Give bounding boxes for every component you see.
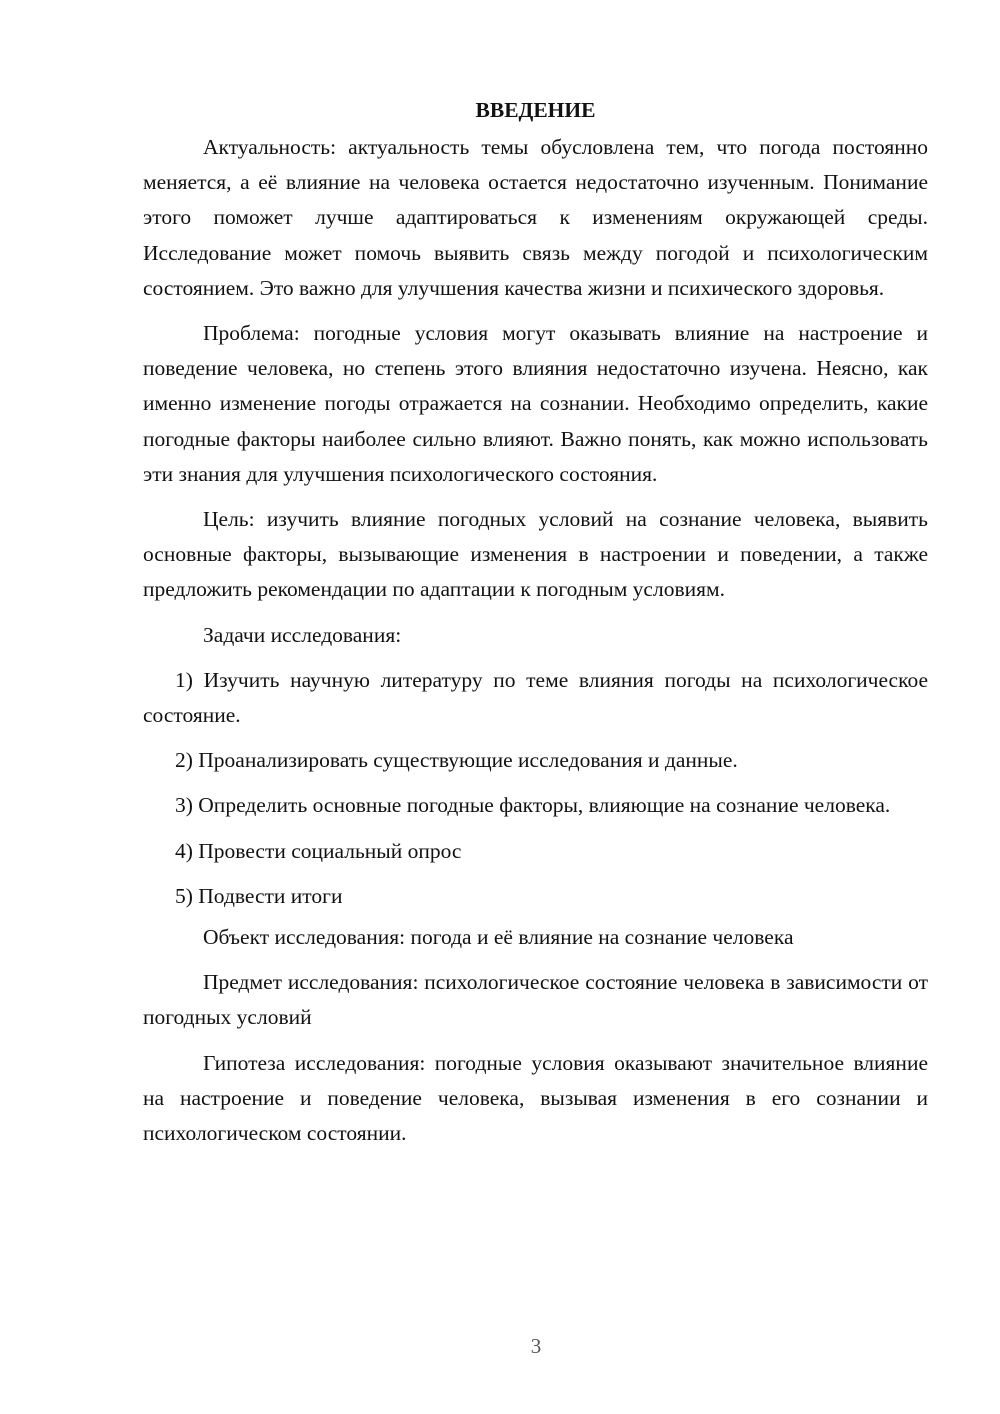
task-item-3: 3) Определить основные погодные факторы, влияющие на сознание человека.	[175, 793, 891, 818]
relevance-paragraph: Актуальность: актуальность темы обусловлена тем, что погода постоянно меняется, а её влияние на человека остается недостаточно изученным. Понимание этого поможет лучше адаптироваться к изменениям окружающей среды. Исследование может помочь выявить связь между погодой и психологическим состоянием. Это важно для улучшения качества жизни и психического здоровья.	[143, 135, 928, 300]
hypothesis-paragraph: Гипотеза исследования: погодные условия оказывают значительное влияние на настроение и поведение человека, вызывая изменения в его сознании и психологическом состоянии.	[143, 1050, 928, 1146]
task-item-2: 2) Проанализировать существующие исследования и данные.	[175, 748, 738, 773]
task-item-1: 1) Изучить научную литературу по теме влияния погоды на психологическое состояние.	[143, 667, 928, 728]
task-item-5: 5) Подвести итоги	[175, 883, 343, 908]
task-item-4: 4) Провести социальный опрос	[175, 838, 462, 863]
tasks-heading: Задачи исследования:	[203, 622, 402, 647]
object-paragraph: Объект исследования: погода и её влияние на сознание человека	[203, 925, 794, 950]
page-number: 3	[530, 1334, 542, 1358]
subject-paragraph: Предмет исследования: психологическое состояние человека в зависимости от погодных условий	[143, 970, 928, 1030]
document-page	[143, 90, 928, 1161]
section-title: ВВЕДЕНИЕ	[475, 98, 596, 122]
problem-paragraph: Проблема: погодные условия могут оказывать влияние на настроение и поведение человека, но степень этого влияния недостаточно изучена. Неясно, как именно изменение погоды отражается на сознании. Необходимо определить, какие погодные факторы наиболее сильно влияют. Важно понять, как можно использовать эти знания для улучшения психологического состояния.	[143, 321, 928, 486]
goal-paragraph: Цель: изучить влияние погодных условий на сознание человека, выявить основные факторы, вызывающие изменения в настроении и поведении, а также предложить рекомендации по адаптации к погодным условиям.	[143, 507, 928, 602]
